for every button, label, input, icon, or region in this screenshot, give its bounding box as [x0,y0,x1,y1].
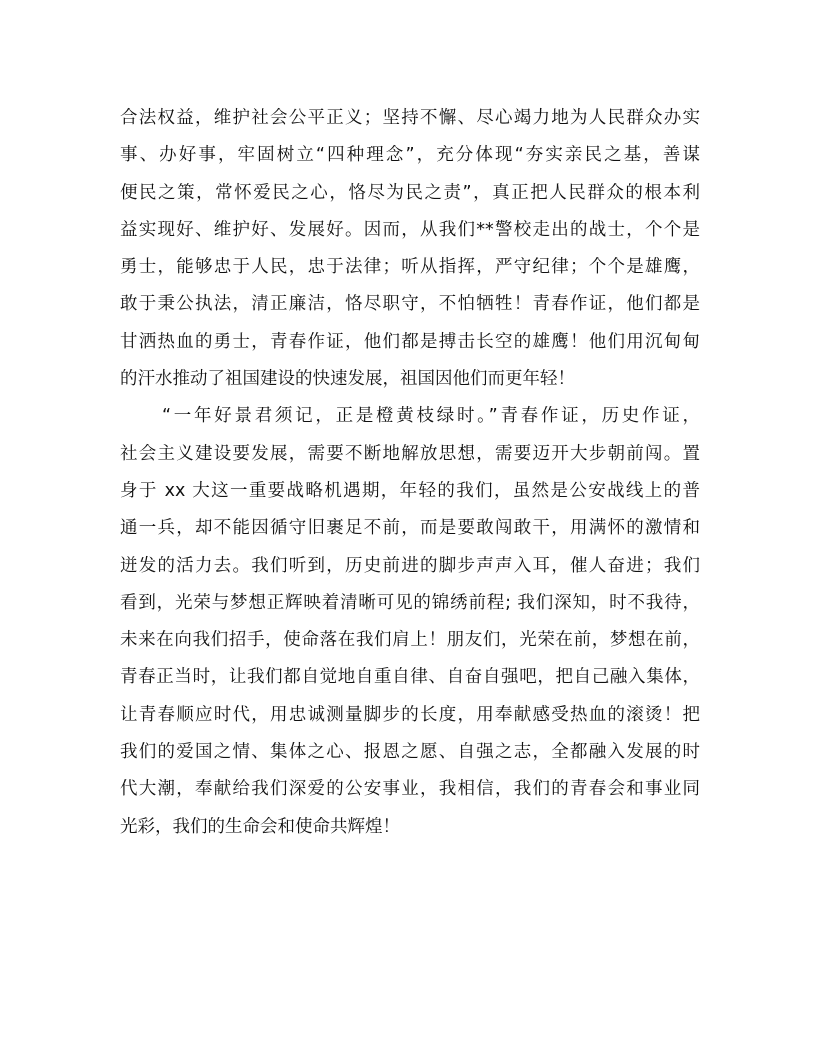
paragraph [120,100,700,398]
text-line: 光彩，我们的生命会和使命共辉煌！ [120,816,400,837]
document-body [120,100,700,846]
text-line: 未来在向我们招手，使命落在我们肩上！朋友们，光荣在前，梦想在前， [120,630,700,651]
text-line: 甘洒热血的勇士，青春作证，他们都是搏击长空的雄鹰！他们用沉甸甸 [120,331,700,352]
text-line: “一年好景君须记，正是橙黄枝绿时。”青春作证，历史作证， [162,406,700,427]
text-line: 代大潮，奉献给我们深爱的公安事业，我相信，我们的青春会和事业同 [120,779,700,800]
text-line: 的汗水推动了祖国建设的快速发展，祖国因他们而更年轻！ [120,369,575,390]
text-line: 青春正当时，让我们都自觉地自重自律、自奋自强吧，把自己融入集体， [120,667,700,688]
text-line: 我们的爱国之情、集体之心、报恩之愿、自强之志，全都融入发展的时 [120,742,700,763]
text-line: 勇士，能够忠于人民，忠于法律；听从指挥，严守纪律；个个是雄鹰， [120,257,700,278]
text-line: 便民之策，常怀爱民之心，恪尽为民之责”，真正把人民群众的根本利 [120,182,700,203]
text-line: 益实现好、维护好、发展好。因而，从我们**警校走出的战士，个个是 [120,219,700,240]
text-line: 事、办好事，牢固树立“四种理念”，充分体现“夯实亲民之基，善谋 [120,145,700,166]
text-line: 通一兵，却不能因循守旧裹足不前，而是要敢闯敢干，用满怀的激情和 [120,518,700,539]
text-line: 社会主义建设要发展，需要不断地解放思想，需要迈开大步朝前闯。置 [120,443,700,464]
text-line: 迸发的活力去。我们听到，历史前进的脚步声声入耳，催人奋进；我们 [120,555,700,576]
text-line: 看到，光荣与梦想正辉映着清晰可见的锦绣前程; 我们深知，时不我待， [120,592,700,613]
text-line: 身于 xx 大这一重要战略机遇期，年轻的我们，虽然是公安战线上的普 [120,480,700,501]
paragraph [120,398,700,846]
text-line: 合法权益，维护社会公平正义；坚持不懈、尽心竭力地为人民群众办实 [120,108,700,128]
text-line: 让青春顺应时代，用忠诚测量脚步的长度，用奉献感受热血的滚烫！把 [120,704,700,725]
text-line: 敢于秉公执法，清正廉洁，恪尽职守，不怕牺牲！青春作证，他们都是 [120,294,700,315]
